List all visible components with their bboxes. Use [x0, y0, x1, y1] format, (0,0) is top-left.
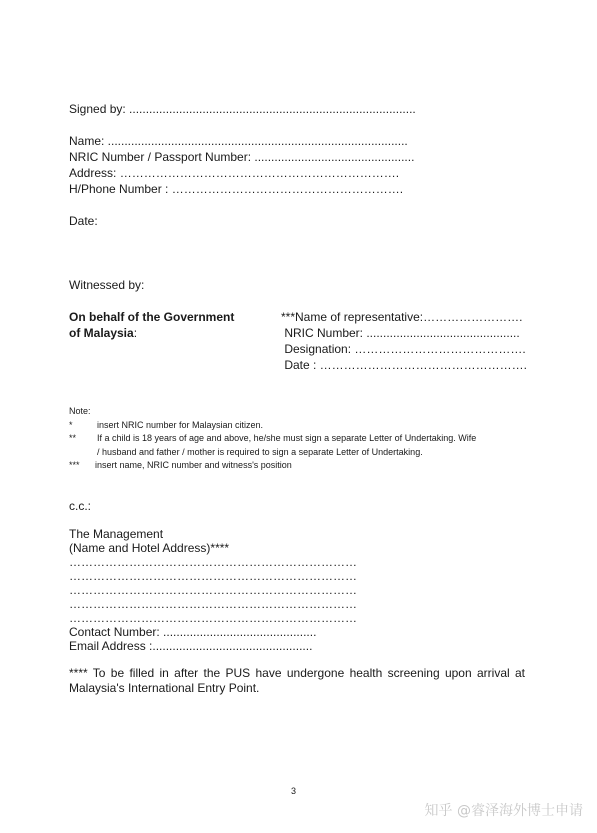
blank-line: ……………………………………………………………… [69, 597, 357, 611]
witnessed-by-label: Witnessed by: [69, 278, 145, 292]
blank-line: ……………………………………………………………… [69, 583, 357, 597]
representative-name-line: ***Name of representative:……………………. [281, 310, 523, 324]
note-text-3: insert name, NRIC number and witness's position [95, 460, 292, 470]
government-label-colon: : [133, 326, 138, 340]
hotel-address-label: (Name and Hotel Address)**** [69, 541, 230, 555]
blank-line: ……………………………………………………………… [69, 555, 357, 569]
note-title: Note: [69, 406, 91, 416]
blank-line: ……………………………………………………………… [69, 611, 357, 625]
cc-label: c.c.: [69, 499, 92, 513]
address-line: Address: ……………………………………………………………. [69, 166, 400, 180]
signed-by-line: Signed by: ...................................................................................... [69, 102, 416, 116]
watermark: 知乎 @睿泽海外博士申请 [424, 803, 583, 819]
note-mark-1: * [69, 420, 73, 430]
note-mark-3: *** [69, 460, 80, 470]
blank-line: ……………………………………………………………… [69, 569, 357, 583]
phone-line: H/Phone Number : …………………………………………………. [69, 182, 404, 196]
government-label-line1: On behalf of the Government [69, 310, 235, 324]
page-number: 3 [291, 786, 297, 796]
note-mark-2: ** [69, 433, 77, 443]
contact-number-line: Contact Number: .............................................. [69, 625, 317, 639]
representative-nric-line: NRIC Number: .............................................. [281, 326, 520, 340]
note-text-1: insert NRIC number for Malaysian citizen. [97, 420, 264, 430]
management-label: The Management [69, 527, 164, 541]
representative-date-line: Date : ……………………………………………. [281, 358, 528, 372]
representative-designation-line: Designation: ……………………………………. [281, 342, 526, 356]
name-line: Name: .......................................................................................... [69, 134, 408, 148]
government-label-text: of Malaysia [69, 326, 134, 340]
email-address-line: Email Address :................................................ [69, 639, 313, 653]
note-text-2: If a child is 18 years of age and above, he/she must sign a separate Letter of Undertaking. Wife [97, 433, 477, 443]
nric-line: NRIC Number / Passport Number: ................................................ [69, 150, 415, 164]
note-text-2-continued: / husband and father / mother is required to sign a separate Letter of Undertaking. [97, 447, 423, 457]
date-line: Date: [69, 214, 98, 228]
government-label-line2 [69, 326, 137, 341]
footnote: **** To be filled in after the PUS have undergone health screening upon arrival at Malaysia's International Entry Point. [69, 666, 525, 695]
